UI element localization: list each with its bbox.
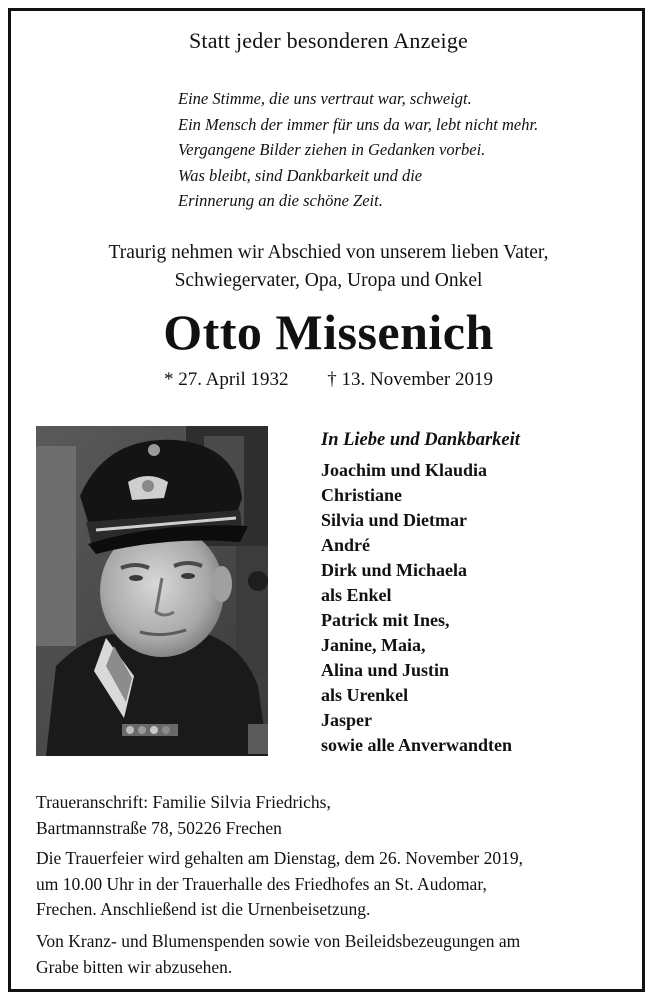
family-member: Jasper bbox=[321, 710, 372, 730]
portrait-photo bbox=[36, 426, 268, 756]
poem bbox=[178, 86, 538, 214]
funeral-details bbox=[36, 846, 523, 923]
address-line: Traueranschrift: Familie Silvia Friedrichs, bbox=[36, 792, 331, 812]
address-line: Bartmannstraße 78, 50226 Frechen bbox=[36, 817, 282, 838]
family-member: Silvia und Dietmar bbox=[321, 510, 468, 530]
family-member: sowie alle Anverwandten bbox=[321, 735, 512, 755]
family-member: Christiane bbox=[321, 485, 402, 505]
family-member: Dirk und Michaela bbox=[321, 560, 468, 580]
mourning-address bbox=[36, 790, 331, 841]
family-member: André bbox=[321, 535, 370, 555]
family-member: als Enkel bbox=[321, 585, 392, 605]
poem-line: Eine Stimme, die uns vertraut war, schweigt. bbox=[178, 89, 472, 108]
intro-line: Schwiegervater, Opa, Uropa und Onkel bbox=[174, 270, 483, 291]
family-member: als Urenkel bbox=[321, 685, 409, 705]
intro-line: Traurig nehmen wir Abschied von unserem lieben Vater, bbox=[108, 242, 549, 263]
family-member: Janine, Maia, bbox=[321, 635, 426, 655]
intro-text bbox=[0, 239, 657, 295]
family-member: Alina und Justin bbox=[321, 660, 450, 680]
deceased-name: Otto Missenich bbox=[163, 304, 494, 360]
poem-line: Vergangene Bilder ziehen in Gedanken vorbei. bbox=[178, 140, 486, 159]
ceremony-line: um 10.00 Uhr in der Trauerhalle des Friedhofes an St. Audomar, bbox=[36, 873, 487, 894]
notice-header: Statt jeder besonderen Anzeige bbox=[188, 28, 469, 53]
family-heading: In Liebe und Dankbarkeit bbox=[321, 430, 520, 450]
family-list bbox=[321, 426, 520, 758]
family-members bbox=[321, 458, 520, 758]
life-dates bbox=[0, 369, 657, 391]
donation-line: Von Kranz- und Blumenspenden sowie von Beileidsbezeugungen am bbox=[36, 931, 521, 951]
donation-note bbox=[36, 929, 520, 980]
birth-date: * 27. April 1932 bbox=[163, 369, 289, 390]
poem-line: Ein Mensch der immer für uns da war, lebt nicht mehr. bbox=[178, 114, 539, 134]
donation-line: Grabe bitten wir abzusehen. bbox=[36, 956, 233, 977]
poem-line: Was bleibt, sind Dankbarkeit und die bbox=[178, 165, 423, 185]
ceremony-line: Frechen. Anschließend ist die Urnenbeisetzung. bbox=[36, 899, 371, 919]
family-member: Joachim und Klaudia bbox=[321, 460, 488, 480]
poem-line: Erinnerung an die schöne Zeit. bbox=[178, 191, 383, 210]
ceremony-line: Die Trauerfeier wird gehalten am Dienstag, dem 26. November 2019, bbox=[36, 848, 523, 868]
family-member: Patrick mit Ines, bbox=[321, 610, 450, 630]
portrait-illustration bbox=[36, 426, 268, 756]
death-date: † 13. November 2019 bbox=[327, 369, 493, 390]
